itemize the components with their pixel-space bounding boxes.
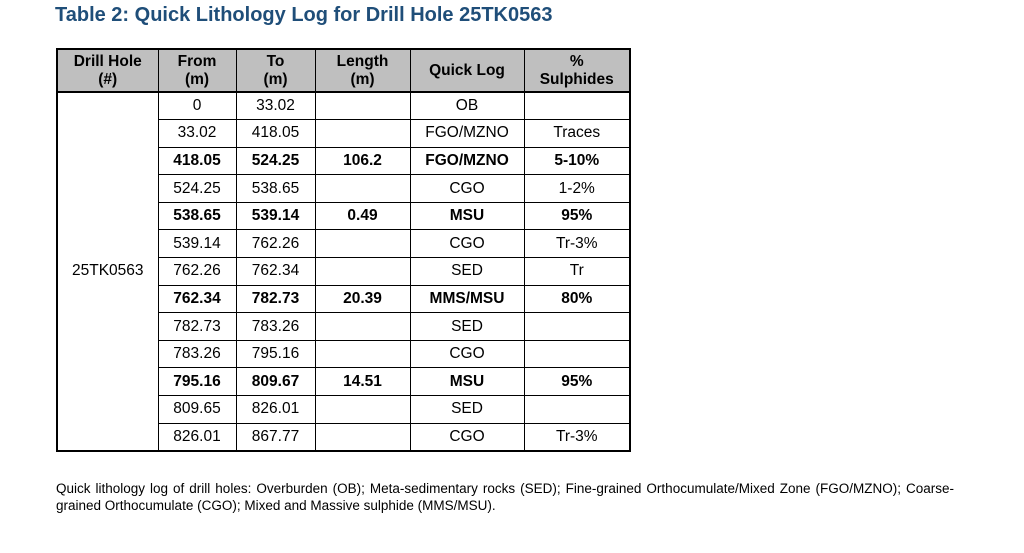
cell-sulphides xyxy=(524,340,630,368)
cell-length: 106.2 xyxy=(315,147,410,175)
cell-from: 795.16 xyxy=(158,368,236,396)
footnote: Quick lithology log of drill holes: Overburden (OB); Meta-sedimentary rocks (SED); Fine-grained Orthocumulate/Mixed Zone (FGO/MZNO); Coarse-grained Orthocumulate (CGO); Mixed and Massive sulphide (MMS/MSU). xyxy=(56,481,954,513)
header-from: From (m) xyxy=(158,49,236,92)
table-body xyxy=(57,92,630,451)
cell-sulphides: 5-10% xyxy=(524,147,630,175)
cell-from: 809.65 xyxy=(158,396,236,424)
header-length: Length (m) xyxy=(315,49,410,92)
cell-sulphides: Tr xyxy=(524,258,630,286)
cell-to: 538.65 xyxy=(236,175,315,203)
cell-quick-log: FGO/MZNO xyxy=(410,120,524,148)
cell-quick-log: OB xyxy=(410,92,524,120)
cell-to: 762.34 xyxy=(236,258,315,286)
cell-length: 0.49 xyxy=(315,202,410,230)
cell-quick-log: FGO/MZNO xyxy=(410,147,524,175)
cell-length: 20.39 xyxy=(315,285,410,313)
cell-sulphides: 95% xyxy=(524,368,630,396)
cell-from: 762.26 xyxy=(158,258,236,286)
cell-sulphides: Tr-3% xyxy=(524,230,630,258)
table-title: Table 2: Quick Lithology Log for Drill Hole 25TK0563 xyxy=(55,4,553,26)
cell-quick-log: MMS/MSU xyxy=(410,285,524,313)
cell-sulphides xyxy=(524,396,630,424)
cell-from: 783.26 xyxy=(158,340,236,368)
cell-drill-hole: 25TK0563 xyxy=(57,92,158,451)
header-row xyxy=(57,49,630,92)
cell-to: 782.73 xyxy=(236,285,315,313)
cell-to: 809.67 xyxy=(236,368,315,396)
cell-from: 0 xyxy=(158,92,236,120)
cell-length xyxy=(315,396,410,424)
cell-sulphides: Tr-3% xyxy=(524,423,630,451)
cell-sulphides: 1-2% xyxy=(524,175,630,203)
cell-from: 538.65 xyxy=(158,202,236,230)
cell-sulphides: 80% xyxy=(524,285,630,313)
cell-length xyxy=(315,340,410,368)
cell-length xyxy=(315,175,410,203)
cell-to: 795.16 xyxy=(236,340,315,368)
lithology-table xyxy=(56,48,631,452)
cell-from: 539.14 xyxy=(158,230,236,258)
cell-sulphides: 95% xyxy=(524,202,630,230)
cell-from: 762.34 xyxy=(158,285,236,313)
cell-length xyxy=(315,120,410,148)
table-row xyxy=(57,92,630,120)
cell-length: 14.51 xyxy=(315,368,410,396)
cell-quick-log: MSU xyxy=(410,202,524,230)
cell-to: 783.26 xyxy=(236,313,315,341)
cell-sulphides xyxy=(524,313,630,341)
cell-quick-log: CGO xyxy=(410,230,524,258)
cell-to: 826.01 xyxy=(236,396,315,424)
cell-from: 524.25 xyxy=(158,175,236,203)
header-sulphides: % Sulphides xyxy=(524,49,630,92)
header-quick-log: Quick Log xyxy=(410,49,524,92)
cell-length xyxy=(315,258,410,286)
cell-quick-log: CGO xyxy=(410,423,524,451)
cell-from: 782.73 xyxy=(158,313,236,341)
cell-length xyxy=(315,423,410,451)
cell-from: 826.01 xyxy=(158,423,236,451)
cell-sulphides: Traces xyxy=(524,120,630,148)
cell-quick-log: SED xyxy=(410,258,524,286)
cell-length xyxy=(315,313,410,341)
cell-length xyxy=(315,92,410,120)
cell-length xyxy=(315,230,410,258)
cell-to: 867.77 xyxy=(236,423,315,451)
cell-from: 418.05 xyxy=(158,147,236,175)
header-drill-hole: Drill Hole (#) xyxy=(57,49,158,92)
cell-quick-log: CGO xyxy=(410,175,524,203)
cell-from: 33.02 xyxy=(158,120,236,148)
cell-to: 539.14 xyxy=(236,202,315,230)
cell-quick-log: SED xyxy=(410,313,524,341)
cell-sulphides xyxy=(524,92,630,120)
header-to: To (m) xyxy=(236,49,315,92)
cell-quick-log: MSU xyxy=(410,368,524,396)
cell-to: 524.25 xyxy=(236,147,315,175)
cell-to: 418.05 xyxy=(236,120,315,148)
cell-to: 33.02 xyxy=(236,92,315,120)
cell-to: 762.26 xyxy=(236,230,315,258)
cell-quick-log: SED xyxy=(410,396,524,424)
cell-quick-log: CGO xyxy=(410,340,524,368)
